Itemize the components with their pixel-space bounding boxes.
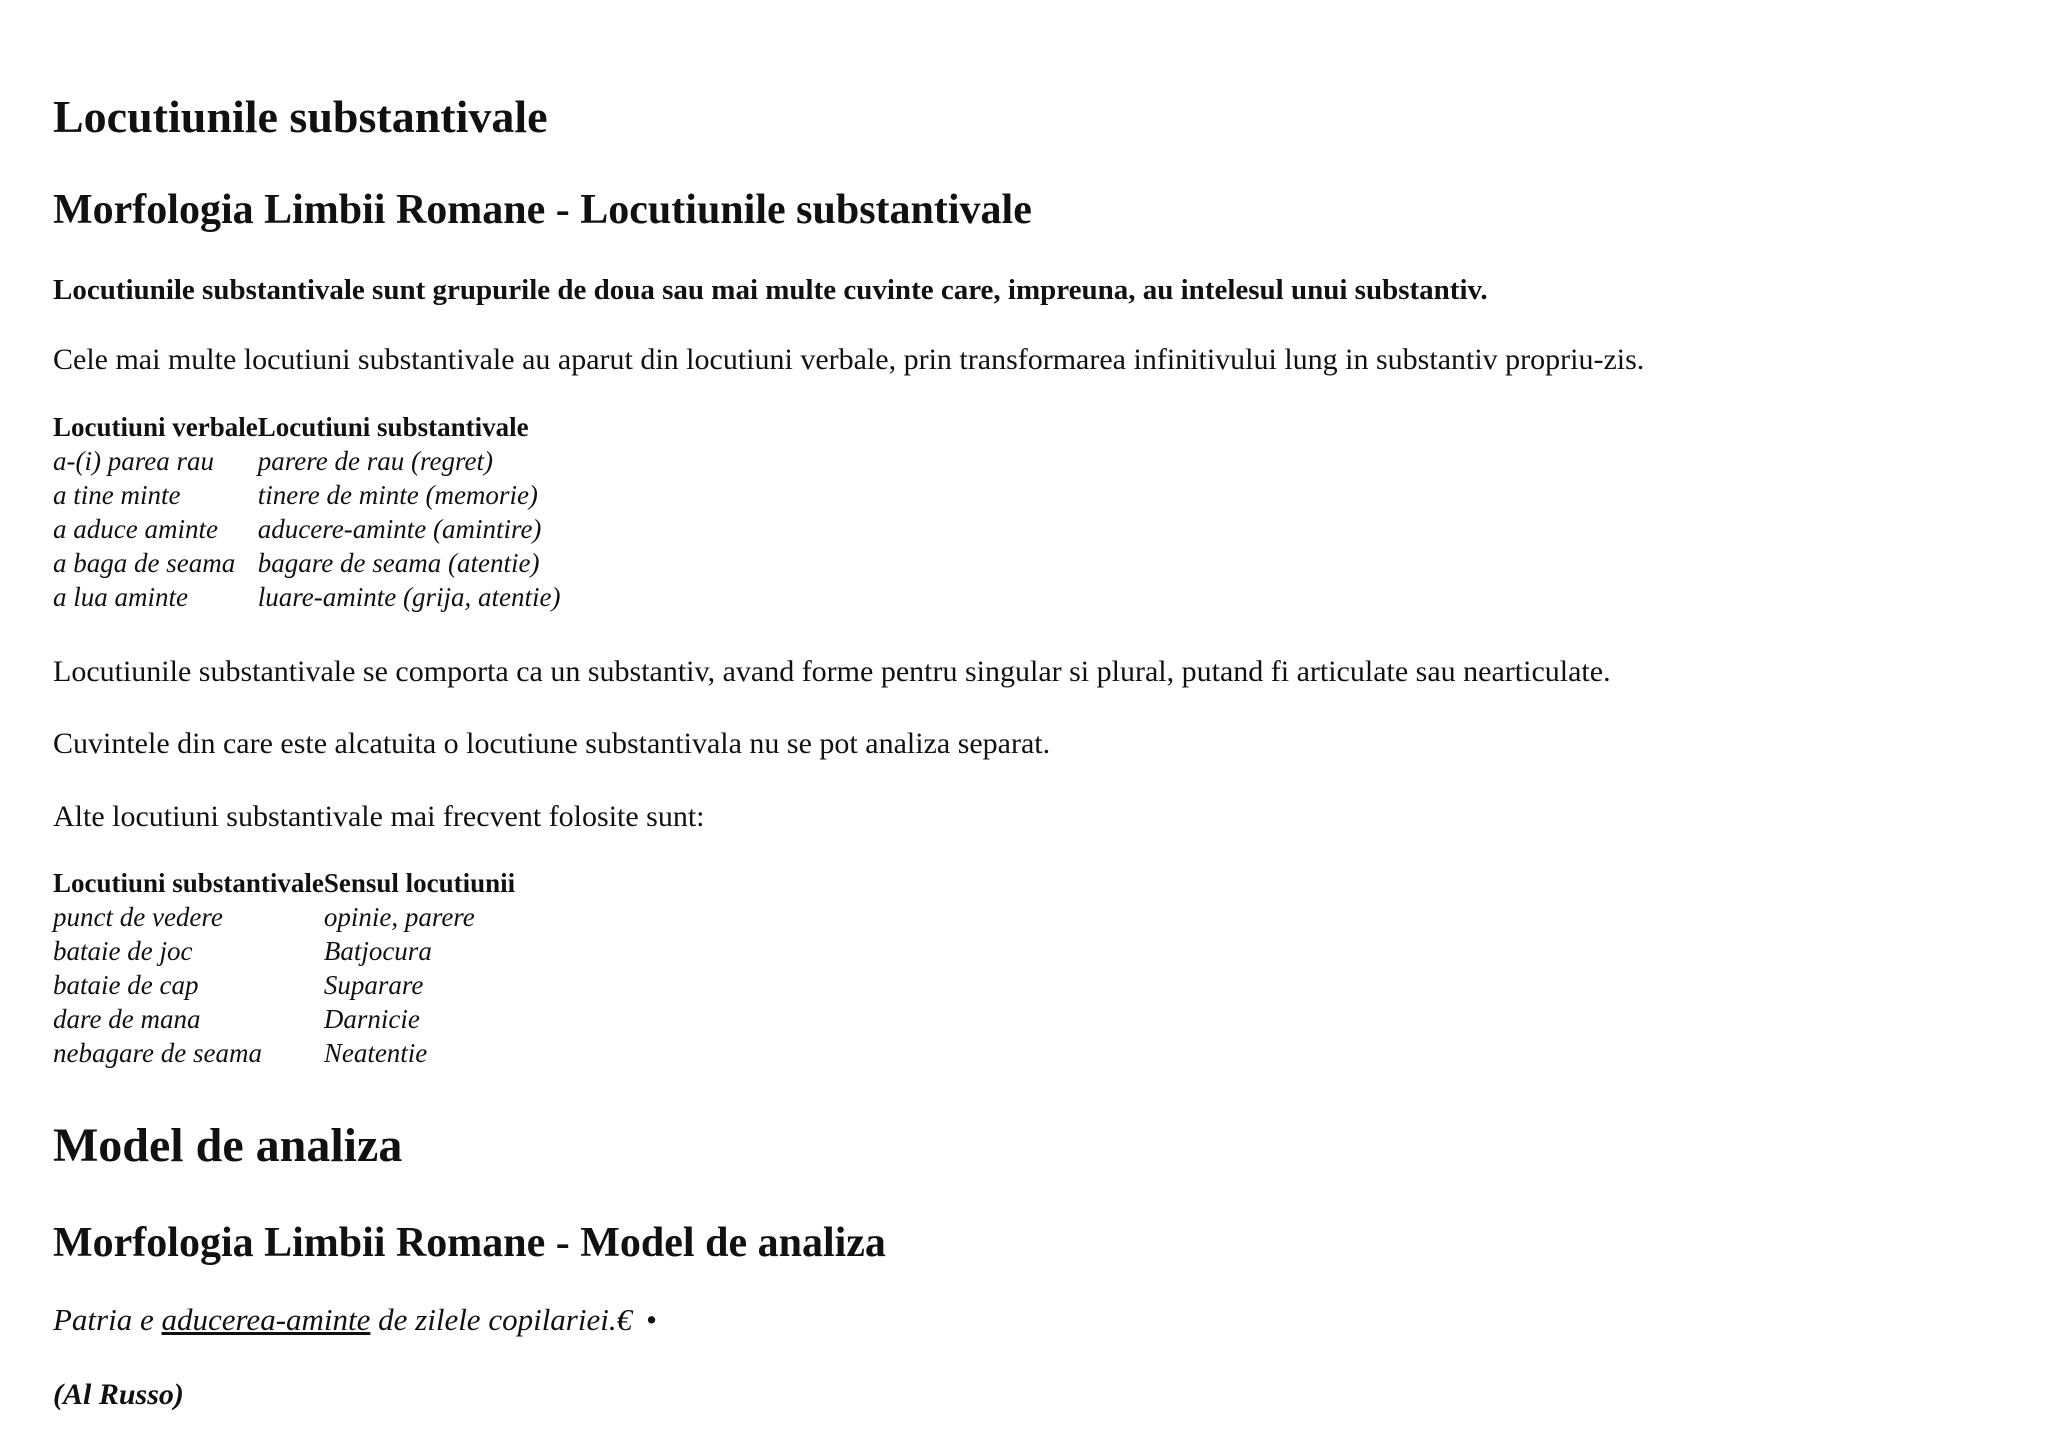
intro-paragraph: Cele mai multe locutiuni substantivale au aparut din locutiuni verbale, prin transformarea infinitivului lung in substantiv propriu-zis. <box>53 343 1645 377</box>
section-subtitle-model: Morfologia Limbii Romane - Model de analiza <box>53 1220 886 1267</box>
example-author: (Al Russo) <box>53 1377 184 1411</box>
table-cell: tinere de minte (memorie) <box>257 479 538 510</box>
table-row <box>53 934 515 968</box>
analysis-note-paragraph: Cuvintele din care este alcatuita o locutiune substantivala nu se pot analiza separat. <box>53 727 1051 761</box>
table-header-cell: Sensul locutiunii <box>323 868 516 899</box>
table-header-cell: Locutiuni substantivale <box>257 411 529 442</box>
bullet-glyph: • <box>646 1302 657 1338</box>
locution-meaning-table <box>53 866 515 1070</box>
section-subtitle-locutiuni: Morfologia Limbii Romane - Locutiunile substantivale <box>53 187 1032 233</box>
table-row <box>53 444 560 478</box>
section-title-locutiuni: Locutiunile substantivale <box>53 91 548 142</box>
table-row <box>53 546 560 580</box>
table-cell: Suparare <box>323 970 424 1001</box>
table-row <box>53 1002 515 1036</box>
table-header-cell: Locutiuni substantivale <box>53 868 324 899</box>
table-cell: Batjocura <box>323 936 432 967</box>
table-cell: bataie de cap <box>53 970 199 1001</box>
table-cell: a lua aminte <box>53 581 188 612</box>
definition-paragraph: Locutiunile substantivale sunt grupurile de doua sau mai multe cuvinte care, impreuna, au intelesul unui substantiv. <box>53 274 1488 306</box>
verbal-substantival-table <box>53 410 560 614</box>
table-cell: bagare de seama (atentie) <box>257 547 540 578</box>
behavior-paragraph: Locutiunile substantivale se comporta ca un substantiv, avand forme pentru singular si plural, putand fi articulate sau nearticulate. <box>53 654 1611 688</box>
example-sentence <box>53 1302 2013 1338</box>
table-cell: nebagare de seama <box>53 1038 262 1069</box>
table-row <box>53 968 515 1002</box>
table-cell: bataie de joc <box>53 936 193 967</box>
table-row <box>53 580 560 614</box>
table-cell: opinie, parere <box>323 902 475 933</box>
table-cell: a baga de seama <box>53 547 236 578</box>
table-row <box>53 1036 515 1070</box>
table-cell: parere de rau (regret) <box>257 445 493 476</box>
table-cell: a tine minte <box>53 479 181 510</box>
table-cell: a-(i) parea rau <box>53 445 214 476</box>
document-page <box>53 0 2013 1412</box>
table-cell: a aduce aminte <box>53 513 218 544</box>
table-row <box>53 512 560 546</box>
section-title-model: Model de analiza <box>53 1119 403 1173</box>
others-intro-paragraph: Alte locutiuni substantivale mai frecvent folosite sunt: <box>53 799 705 833</box>
table-cell: Darnicie <box>323 1004 420 1035</box>
table-cell: punct de vedere <box>53 902 223 933</box>
table-header-cell: Locutiuni verbale <box>53 411 258 442</box>
table-cell: Neatentie <box>323 1038 428 1069</box>
table-row <box>53 478 560 512</box>
table-cell: dare de mana <box>53 1004 201 1035</box>
example-text-after: de zilele copilariei.€ <box>370 1302 633 1338</box>
example-text-before: Patria e <box>53 1302 162 1338</box>
table-header-row <box>53 866 515 900</box>
table-header-row <box>53 410 560 444</box>
example-underlined-locution: aducerea-aminte <box>161 1302 371 1338</box>
table-cell: aducere-aminte (amintire) <box>257 513 542 544</box>
table-row <box>53 900 515 934</box>
table-cell: luare-aminte (grija, atentie) <box>257 581 561 612</box>
